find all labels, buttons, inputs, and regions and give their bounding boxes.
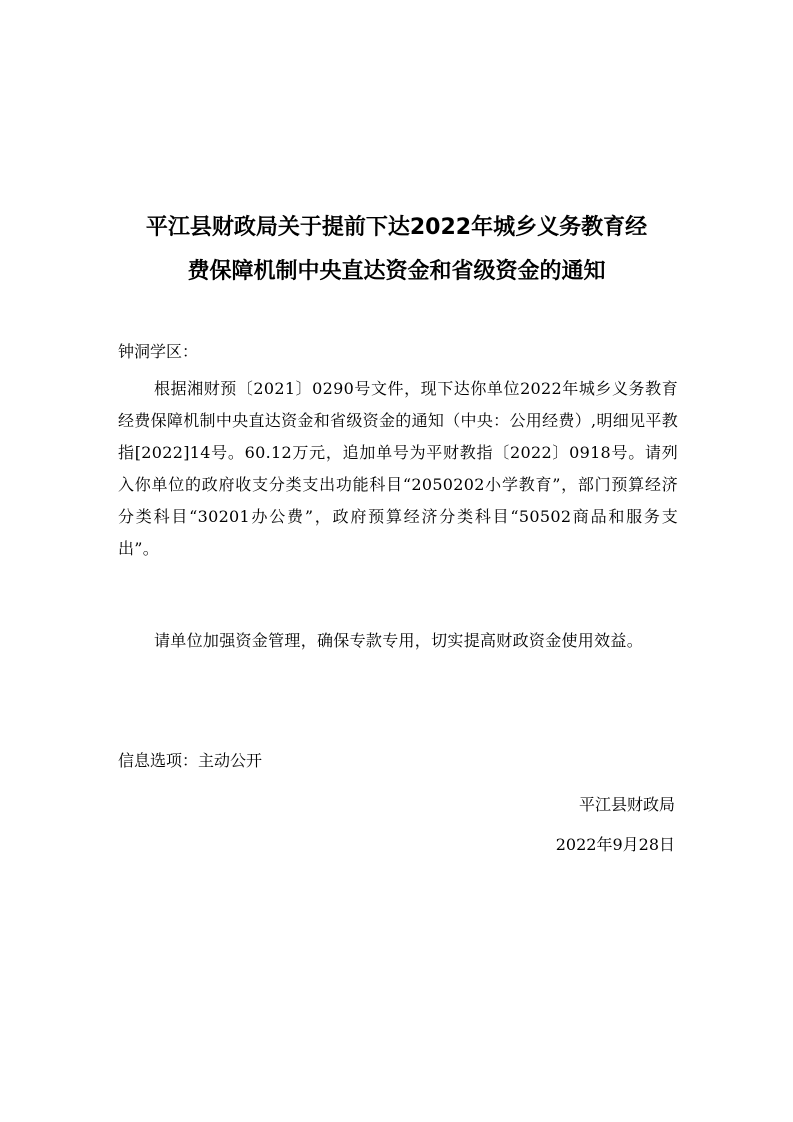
title-line-2: 费保障机制中央直达资金和省级资金的通知 bbox=[187, 259, 606, 284]
issue-date: 2022年9月28日 bbox=[555, 835, 675, 854]
issuer-signature: 平江县财政局 bbox=[578, 795, 675, 814]
disclosure-option: 信息选项：主动公开 bbox=[118, 751, 263, 770]
body-paragraph-1: 根据湘财预〔2021〕0290号文件，现下达你单位2022年城乡义务教育经费保障机制中央直达资金和省级资金的通知（中央：公用经费）,明细见平教指[2022]14号。60.12万元，追加单号为平财教指〔2022〕0918号。请列入你单位的政府收支分类支出功能科目“2050202小学教育”，部门预算经济分类科目“30201办公费”，政府预算经济分类科目“50502商品和服务支出”。 bbox=[118, 379, 678, 558]
body-paragraph-2: 请单位加强资金管理，确保专款专用，切实提高财政资金使用效益。 bbox=[154, 631, 644, 650]
document-title bbox=[110, 206, 683, 294]
salutation: 钟洞学区： bbox=[118, 342, 199, 361]
title-line-1: 平江县财政局关于提前下达2022年城乡义务教育经 bbox=[145, 215, 648, 240]
